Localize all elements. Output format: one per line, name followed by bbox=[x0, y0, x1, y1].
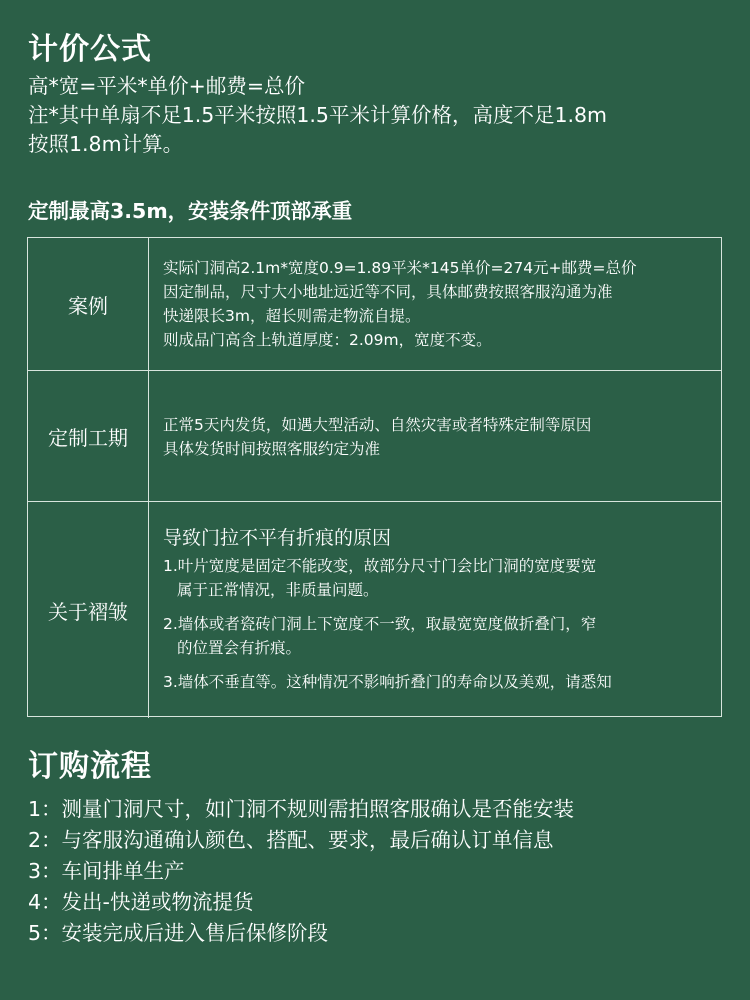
row-label-creases: 关于褶皱 bbox=[28, 502, 149, 718]
crease-reason-line: 2.墙体或者瓷砖门洞上下宽度不一致，取最宽宽度做折叠门，窄 bbox=[163, 615, 597, 633]
case-line: 则成品门高含上轨道厚度：2.09m，宽度不变。 bbox=[163, 331, 492, 349]
lead-time-line: 具体发货时间按照客服约定为准 bbox=[163, 440, 381, 458]
case-line: 实际门洞高2.1m*宽度0.9=1.89平米*145单价=274元+邮费=总价 bbox=[163, 259, 637, 277]
creases-heading: 导致门拉不平有折痕的原因 bbox=[163, 527, 392, 549]
pricing-note-line1: 注*其中单扇不足1.5平米按照1.5平米计算价格，高度不足1.8m bbox=[28, 103, 608, 127]
info-table bbox=[27, 237, 722, 717]
table-row-creases bbox=[28, 502, 721, 718]
ordering-step: 2：与客服沟通确认颜色、搭配、要求，最后确认订单信息 bbox=[28, 828, 554, 852]
pricing-formula-block bbox=[28, 72, 728, 159]
ordering-step: 1：测量门洞尺寸，如门洞不规则需拍照客服确认是否能安装 bbox=[28, 797, 575, 821]
ordering-step: 4：发出-快递或物流提货 bbox=[28, 890, 254, 914]
row-label-case: 案例 bbox=[28, 238, 149, 370]
crease-reason bbox=[163, 612, 721, 660]
row-content-creases bbox=[149, 502, 721, 718]
ordering-steps bbox=[28, 794, 574, 949]
pricing-note-line2: 按照1.8m计算。 bbox=[28, 132, 184, 156]
crease-reason-line: 3.墙体不垂直等。这种情况不影响折叠门的寿命以及美观，请悉知 bbox=[163, 673, 612, 691]
max-height-note: 定制最高3.5m，安装条件顶部承重 bbox=[28, 199, 353, 223]
crease-reason-line: 1.叶片宽度是固定不能改变，故部分尺寸门会比门洞的宽度要宽 bbox=[163, 557, 597, 575]
lead-time-line: 正常5天内发货，如遇大型活动、自然灾害或者特殊定制等原因 bbox=[163, 416, 592, 434]
case-line: 快递限长3m，超长则需走物流自提。 bbox=[163, 307, 421, 325]
row-content-lead-time bbox=[149, 371, 721, 501]
row-content-case bbox=[149, 238, 721, 370]
ordering-title: 订购流程 bbox=[28, 749, 152, 784]
pricing-formula: 高*宽=平米*单价+邮费=总价 bbox=[28, 74, 306, 98]
ordering-step: 5：安装完成后进入售后保修阶段 bbox=[28, 921, 329, 945]
case-line: 因定制品，尺寸大小地址远近等不同，具体邮费按照客服沟通为准 bbox=[163, 283, 613, 301]
pricing-title: 计价公式 bbox=[28, 32, 152, 67]
crease-reason-line: 的位置会有折痕。 bbox=[177, 639, 302, 657]
crease-reason-line: 属于正常情况，非质量问题。 bbox=[177, 581, 379, 599]
crease-reason bbox=[163, 554, 721, 602]
crease-reason bbox=[163, 670, 721, 694]
row-label-lead-time: 定制工期 bbox=[28, 371, 149, 501]
table-row-case bbox=[28, 238, 721, 371]
ordering-step: 3：车间排单生产 bbox=[28, 859, 185, 883]
table-row-lead-time bbox=[28, 371, 721, 502]
